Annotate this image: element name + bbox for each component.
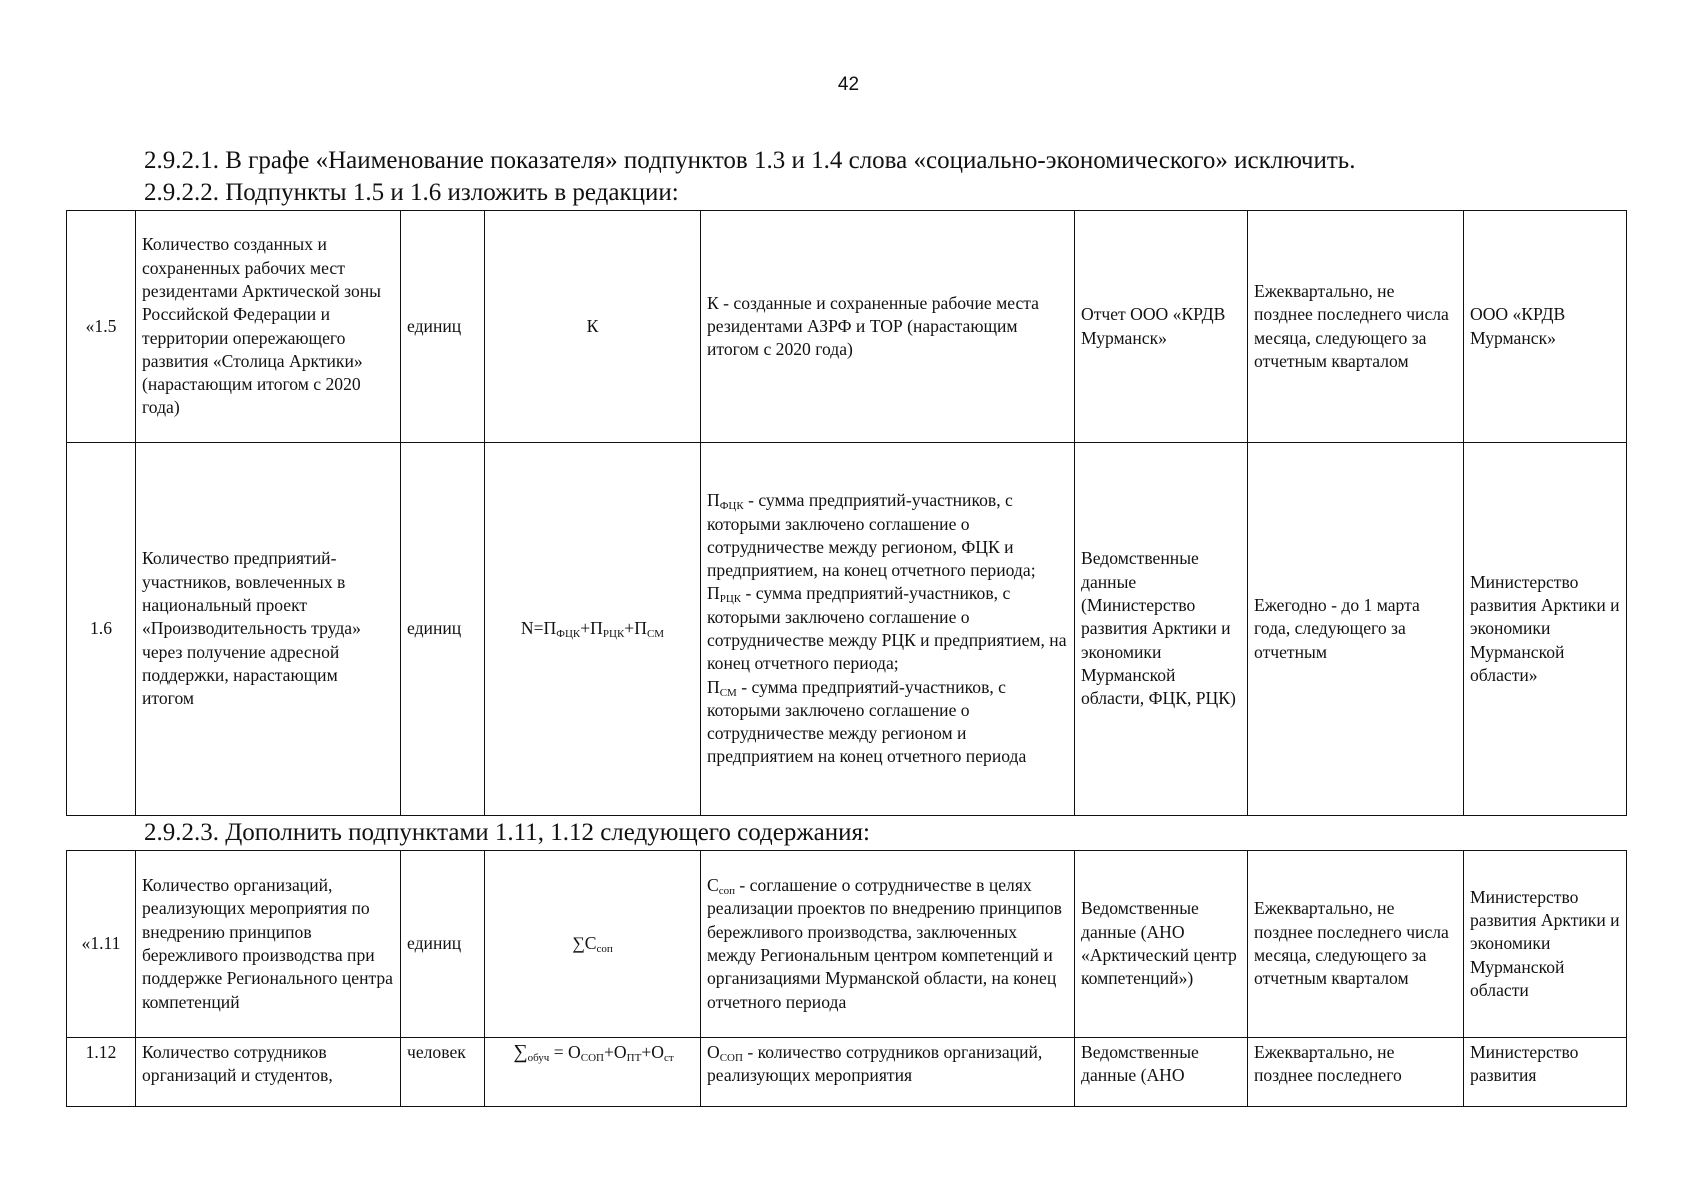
table-row-1-12 xyxy=(67,1038,1627,1107)
paragraph-2-9-2-2: 2.9.2.2. Подпункты 1.5 и 1.6 изложить в редакции: xyxy=(144,179,679,206)
page-number: 42 xyxy=(837,74,860,95)
data-source: Ведомственные данные (АНО «Арктический центр компетенций») xyxy=(1075,851,1248,1038)
formula-definition: $С_{соп}$ - соглашение о сотрудничестве в целях реализации проектов по внедрению принципов бережливого производства, заключенных между Региональным центром компетенций и организациями Мурманской области, на конец отчетного периода xyxy=(701,851,1075,1038)
unit-of-measure: единиц xyxy=(401,211,485,443)
calculation-formula: $N=П_{ФЦК}+П_{РЦК}+П_{СМ}$ xyxy=(485,443,701,816)
table-row-1-5 xyxy=(67,211,1627,443)
unit-of-measure: единиц xyxy=(401,851,485,1038)
calculation-formula: $\sum С_{соп}$ xyxy=(485,851,701,1038)
responsible-party: Министерство развития xyxy=(1464,1038,1627,1107)
paragraph-2-9-2-1: 2.9.2.1. В графе «Наименование показателя» подпунктов 1.3 и 1.4 слова «социально-экономического» исключить. xyxy=(144,147,1356,174)
indicator-name: Количество предприятий-участников, вовлеченных в национальный проект «Производительность труда» через получение адресной поддержки, нарастающим итогом xyxy=(136,443,401,816)
responsible-party: ООО «КРДВ Мурманск» xyxy=(1464,211,1627,443)
unit-of-measure: человек xyxy=(401,1038,485,1107)
row-number: «1.5 xyxy=(67,211,136,443)
data-source: Ведомственные данные (АНО xyxy=(1075,1038,1248,1107)
data-source: Отчет ООО «КРДВ Мурманск» xyxy=(1075,211,1248,443)
formula-definition: $О_{СОП}$ - количество сотрудников организаций, реализующих мероприятия xyxy=(701,1038,1075,1107)
table-row-1-11 xyxy=(67,851,1627,1038)
reporting-period: Ежегодно - до 1 марта года, следующего за отчетным xyxy=(1248,443,1464,816)
formula-definition: $П_{ФЦК}$ - сумма предприятий-участников, с которыми заключено соглашение о сотрудничестве между регионом, ФЦК и предприятием, на конец отчетного периода; $П_{РЦК}$ - сумма предприятий-участников, с которыми заключено соглашение о сотрудничестве между РЦК и предприятием, на конец отчетного периода; $П_{СМ}$ - сумма предприятий-участников, с которыми заключено соглашение о сотрудничестве между регионом и предприятием на конец отчетного периода xyxy=(701,443,1075,816)
unit-of-measure: единиц xyxy=(401,443,485,816)
data-source: Ведомственные данные (Министерство развития Арктики и экономики Мурманской области, ФЦК, РЦК) xyxy=(1075,443,1248,816)
indicator-name: Количество организаций, реализующих мероприятия по внедрению принципов бережливого производства при поддержке Регионального центра компетенций xyxy=(136,851,401,1038)
row-number: «1.11 xyxy=(67,851,136,1038)
reporting-period: Ежеквартально, не позднее последнего числа месяца, следующего за отчетным кварталом xyxy=(1248,211,1464,443)
reporting-period: Ежеквартально, не позднее последнего xyxy=(1248,1038,1464,1107)
calculation-formula: К xyxy=(485,211,701,443)
row-number: 1.12 xyxy=(67,1038,136,1107)
formula-definition: К - созданные и сохраненные рабочие места резидентами АЗРФ и ТОР (нарастающим итогом с 2020 года) xyxy=(701,211,1075,443)
indicators-table-2 xyxy=(66,850,1627,1107)
row-number: 1.6 xyxy=(67,443,136,816)
table-row-1-6 xyxy=(67,443,1627,816)
responsible-party: Министерство развития Арктики и экономики Мурманской области» xyxy=(1464,443,1627,816)
responsible-party: Министерство развития Арктики и экономики Мурманской области xyxy=(1464,851,1627,1038)
indicator-name: Количество созданных и сохраненных рабочих мест резидентами Арктической зоны Российской Федерации и территории опережающего развития «Столица Арктики» (нарастающим итогом с 2020 года) xyxy=(136,211,401,443)
paragraph-2-9-2-3: 2.9.2.3. Дополнить подпунктами 1.11, 1.12 следующего содержания: xyxy=(144,819,870,846)
indicators-table-1 xyxy=(66,210,1627,816)
reporting-period: Ежеквартально, не позднее последнего числа месяца, следующего за отчетным кварталом xyxy=(1248,851,1464,1038)
indicator-name: Количество сотрудников организаций и студентов, xyxy=(136,1038,401,1107)
calculation-formula: $\sum_{обуч} = О_{СОП}+О_{ПТ}+О_{ст}$ xyxy=(485,1038,701,1107)
